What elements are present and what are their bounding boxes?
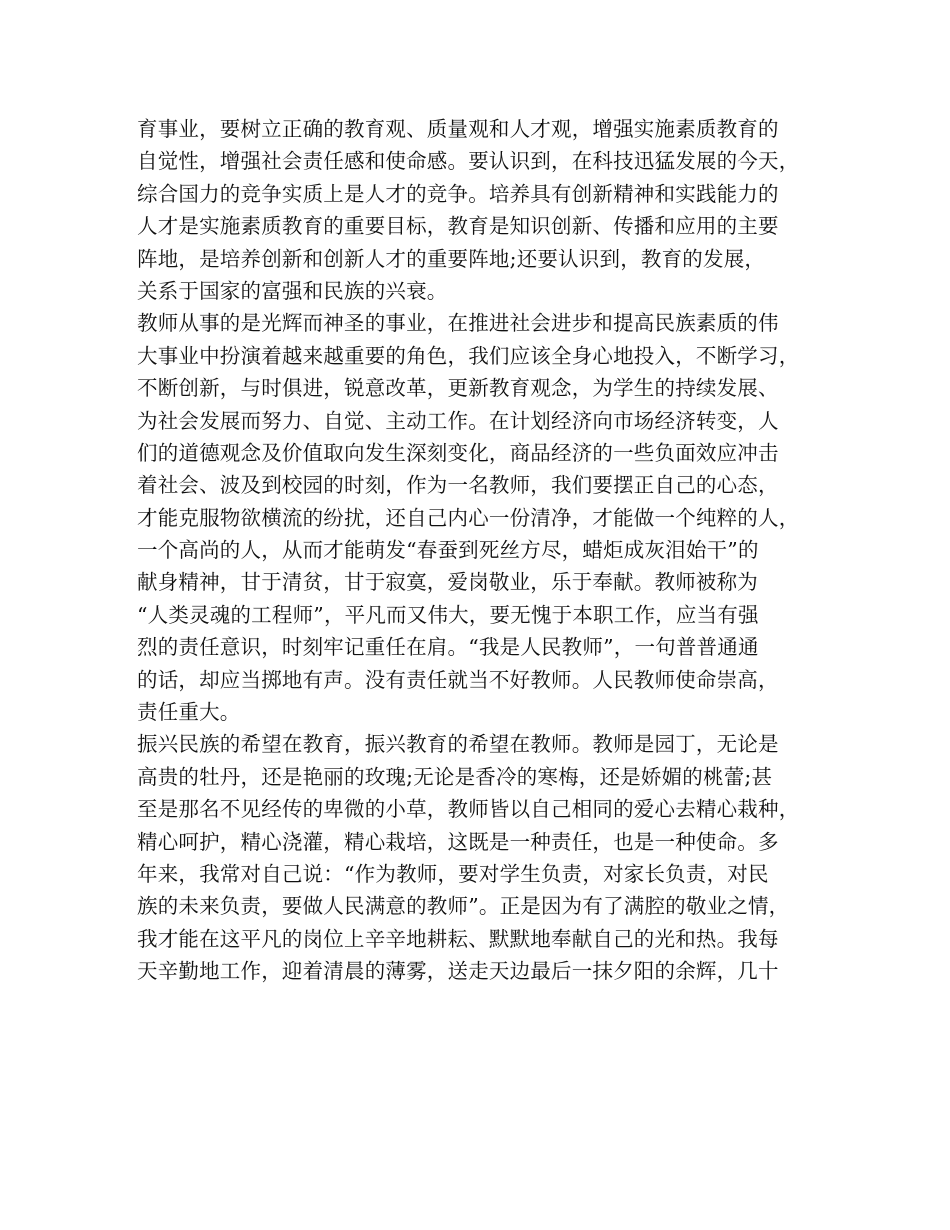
text-line: 至是那名不见经传的卑微的小草，教师皆以自己相同的爱心去精心栽种， — [137, 797, 800, 822]
text-line: 们的道德观念及价值取向发生深刻变化，商品经济的一些负面效应冲击 — [137, 440, 779, 465]
text-line: 不断创新，与时俱进，锐意改革，更新教育观念，为学生的持续发展、 — [137, 376, 779, 401]
text-line: 才能克服物欲横流的纷扰，还自己内心一份清净，才能做一个纯粹的人， — [137, 505, 800, 530]
text-line: 自觉性，增强社会责任感和使命感。要认识到，在科技迅猛发展的今天， — [137, 149, 800, 174]
text-line: 综合国力的竞争实质上是人才的竞争。培养具有创新精神和实践能力的 — [137, 181, 779, 206]
text-line: 人才是实施素质教育的重要目标，教育是知识创新、传播和应用的主要 — [137, 214, 779, 239]
text-line: 大事业中扮演着越来越重要的角色，我们应该全身心地投入，不断学习， — [137, 343, 800, 368]
text-line: 的话，却应当掷地有声。没有责任就当不好教师。人民教师使命崇高， — [137, 667, 779, 692]
text-line: 年来，我常对自己说：“作为教师，要对学生负责，对家长负责，对民 — [137, 861, 769, 886]
text-line: 教师从事的是光辉而神圣的事业，在推进社会进步和提高民族素质的伟 — [137, 311, 779, 336]
text-line: 育事业，要树立正确的教育观、质量观和人才观，增强实施素质教育的 — [137, 117, 779, 141]
text-line: 着社会、波及到校园的时刻，作为一名教师，我们要摆正自己的心态， — [137, 473, 779, 498]
text-line: “人类灵魂的工程师”，平凡而又伟大，要无愧于本职工作，应当有强 — [137, 602, 759, 627]
text-line: 为社会发展而努力、自觉、主动工作。在计划经济向市场经济转变，人 — [137, 408, 779, 433]
text-line: 高贵的牡丹，还是艳丽的玫瑰;无论是香冷的寒梅，还是娇媚的桃蕾;甚 — [137, 764, 773, 789]
text-line: 天辛勤地工作，迎着清晨的薄雾，送走天边最后一抹夕阳的余辉，几十 — [137, 959, 779, 984]
text-line: 振兴民族的希望在教育，振兴教育的希望在教师。教师是园丁，无论是 — [137, 732, 779, 757]
text-line: 责任重大。 — [137, 700, 241, 725]
text-line: 族的未来负责，要做人民满意的教师”。正是因为有了满腔的敬业之情， — [137, 894, 790, 919]
text-line: 阵地，是培养创新和创新人才的重要阵地;还要认识到，教育的发展， — [137, 246, 766, 271]
document-body — [137, 113, 827, 988]
text-line: 烈的责任意识，时刻牢记重任在肩。“我是人民教师”，一句普普通通 — [137, 635, 759, 660]
text-line: 关系于国家的富强和民族的兴衰。 — [137, 278, 448, 303]
text-line: 精心呵护，精心浇灌，精心栽培，这既是一种责任，也是一种使命。多 — [137, 829, 779, 854]
text-line: 一个高尚的人，从而才能萌发“春蚕到死丝方尽，蜡炬成灰泪始干”的 — [137, 538, 759, 563]
text-line: 献身精神，甘于清贫，甘于寂寞，爱岗敬业，乐于奉献。教师被称为 — [137, 570, 758, 595]
text-line: 我才能在这平凡的岗位上辛辛地耕耘、默默地奉献自己的光和热。我每 — [137, 926, 779, 951]
